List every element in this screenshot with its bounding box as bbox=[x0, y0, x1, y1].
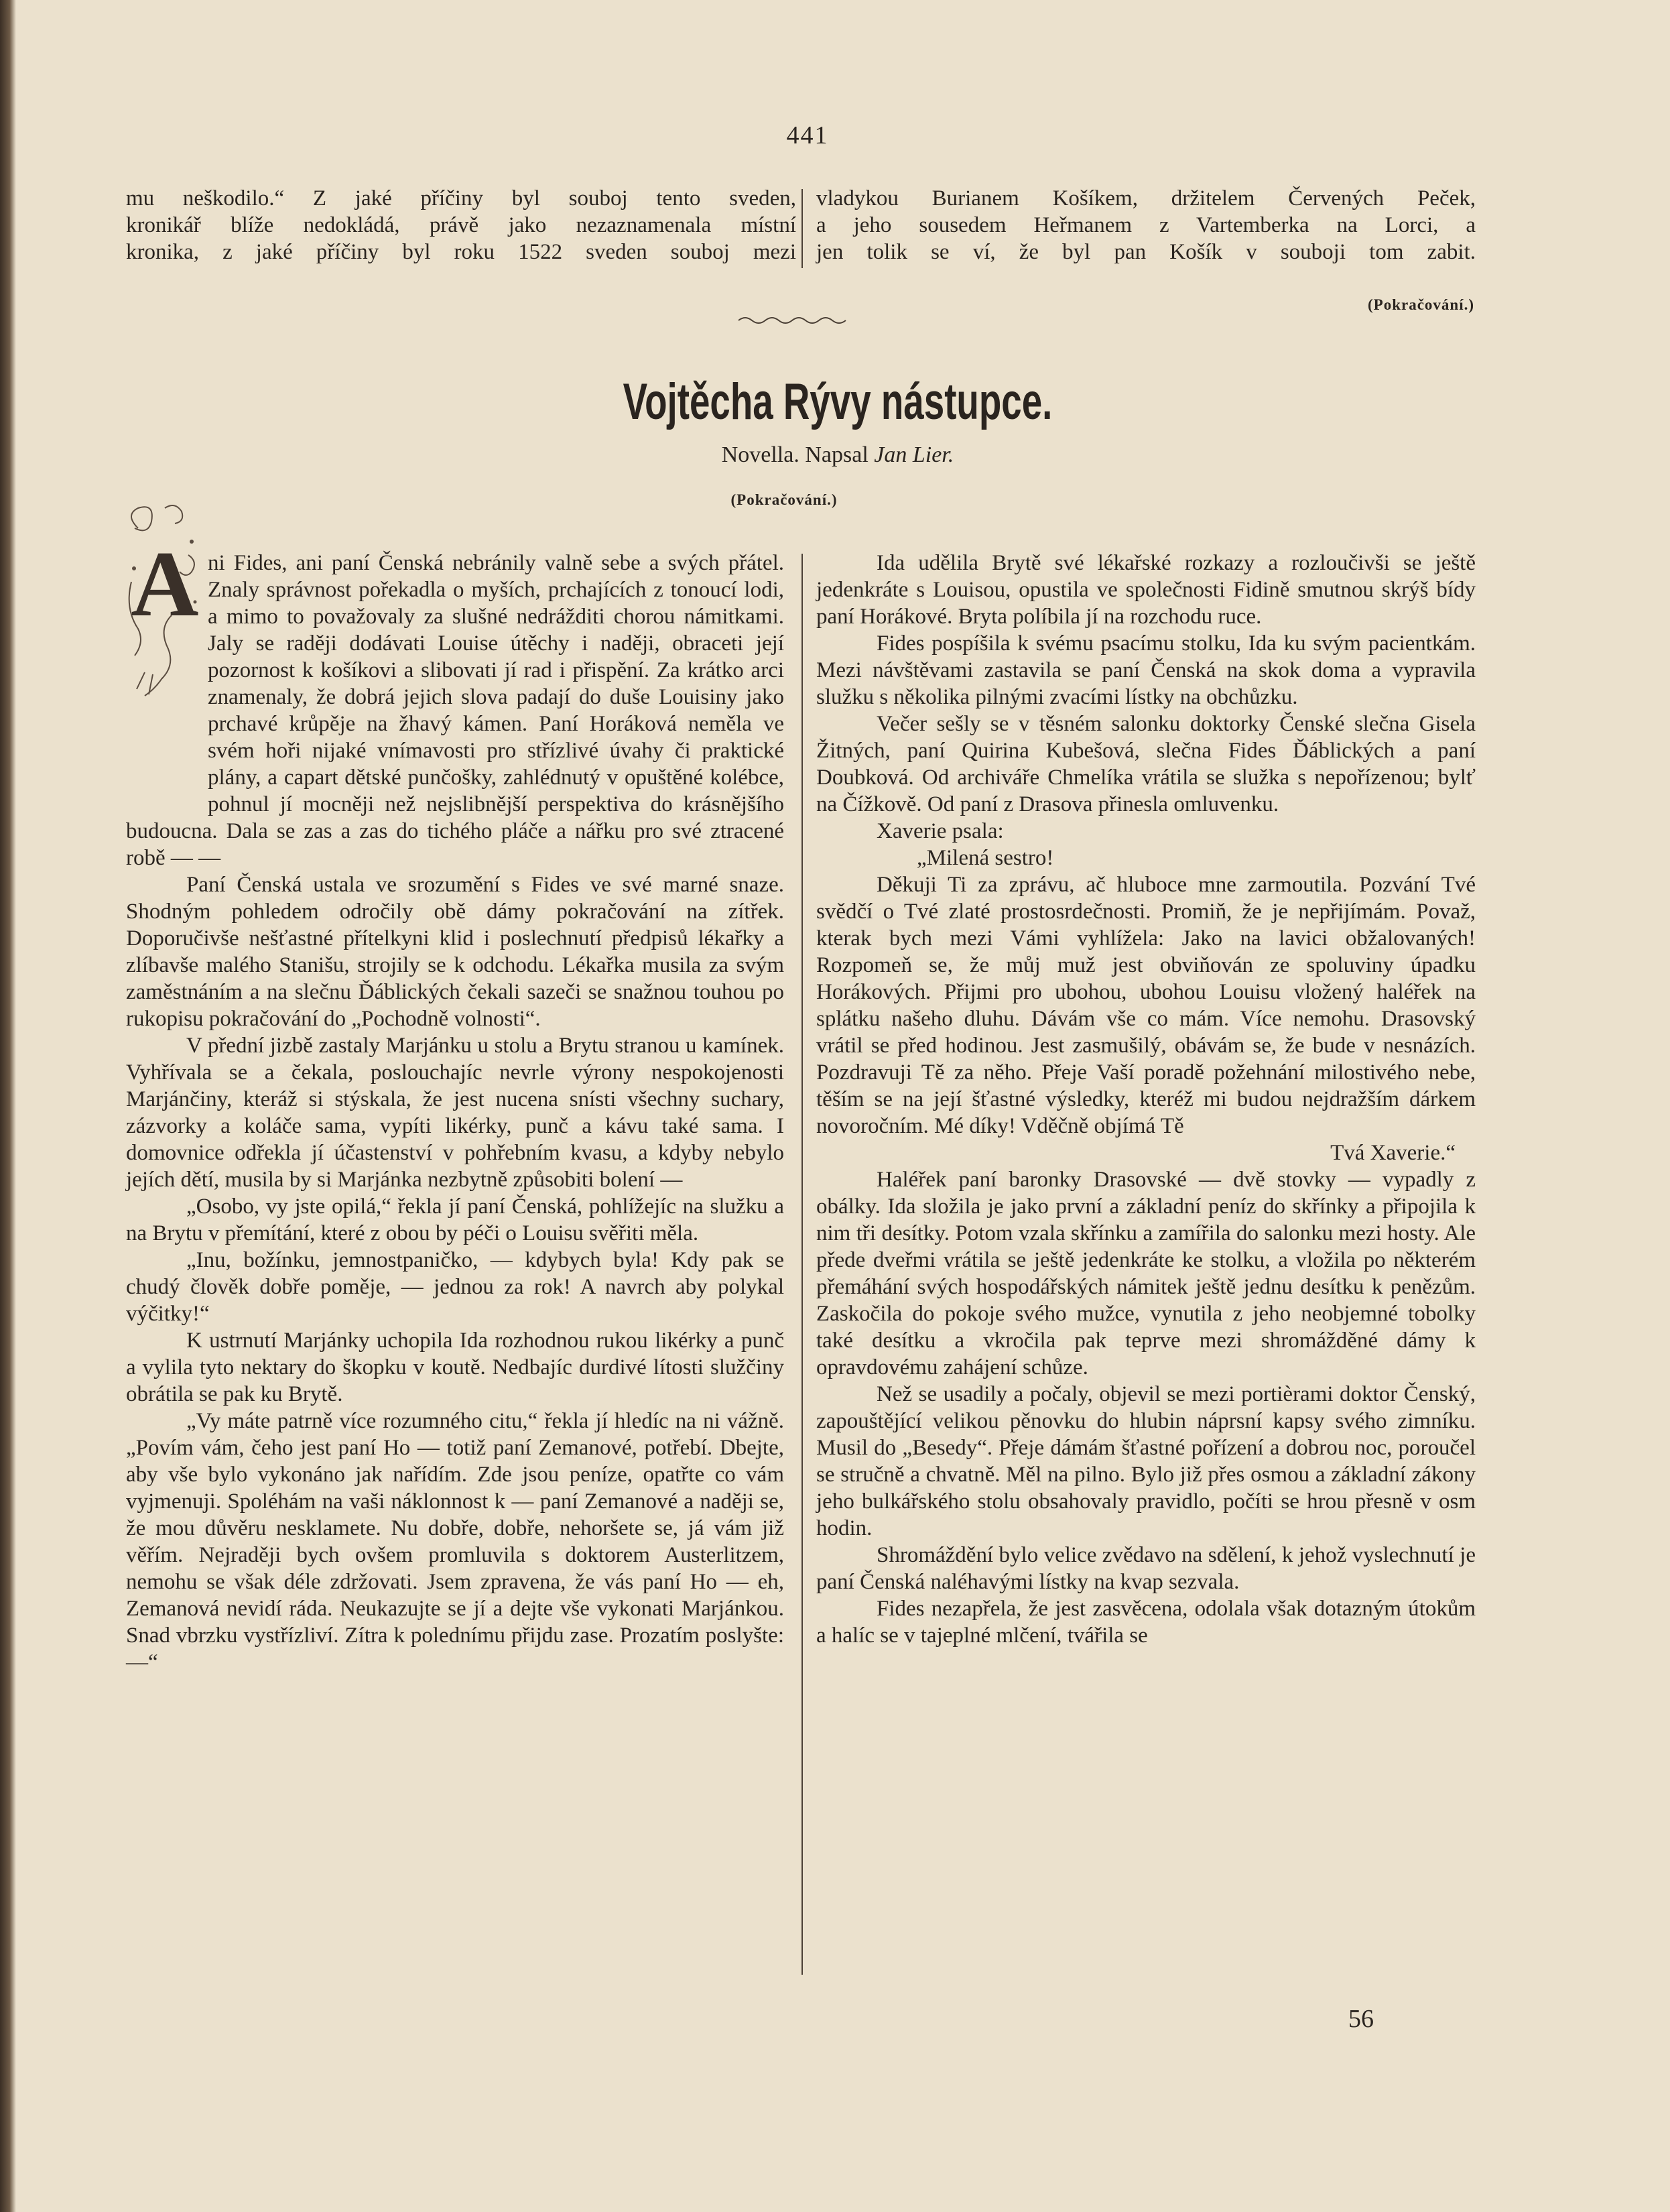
subtitle-prefix: Novella. Napsal bbox=[721, 442, 869, 467]
signature-mark: 56 bbox=[1348, 2005, 1374, 2033]
paragraph: „Vy máte patrně více rozumného citu,“ řekla jí hledíc na ni vážně. „Povím vám, čeho jest paní Ho — totiž paní Zemanové, potřebí. Dbejte, aby vše bylo vykonáno jak nařídím. Zde jsou peníze, opatřte co vám vyjmenuji. Spoléhám na vaši náklonnost k — paní Zemanové a naději se, že mou důvěru nesklamete. Nu dobře, dobře, nehoršete se, já vám již věřím. Nejraději bych ovšem promluvila s doktorem Austerlitzem, nemohu se však déle zdržovati. Jsem zpravena, že vás paní Ho — eh, Zemanová nevidí ráda. Neukazujte se jí a dejte vše vykonati Marjánkou. Snad vbrzku vystřízliví. Zítra k polednímu přijdu zase. Prozatím poslyšte: —“ bbox=[126, 1409, 784, 1674]
prev-left-line: kronika, z jaké příčiny byl roku 1522 sveden souboj mezi bbox=[126, 240, 796, 264]
paragraph: Paní Čenská ustala ve srozumění s Fides ve své marné snaze. Shodným pohledem odročily obě dámy pokračování na zítřek. Doporučivše nešťastné přítelkyni klid i poslechnutí předpisů lékařky a zlíbavše malého Stanišu, strojily se k odchodu. Lékařka musila za svým zaměstnáním a na slečnu Ďáblických čekali sazeči se snažnou touhou po rukopisu pokračování do „Pochodně volnosti“. bbox=[126, 873, 784, 1031]
page-number: 441 bbox=[786, 121, 829, 149]
continuation-note-story: (Pokračování.) bbox=[730, 491, 838, 508]
prev-left-line: kronikář blíže nedokládá, právě jako nezaznamenala místní bbox=[126, 213, 796, 237]
paragraph: Fides pospíšila k svému psacímu stolku, Ida ku svým pacientkám. Mezi návštěvami zastavila se paní Čenská na skok doma a vypravila služku s několika pilnými zvacími lístky na obchůzku. bbox=[816, 631, 1476, 709]
prev-right-line: jen tolik se ví, že byl pan Košík v souboji tom zabit. bbox=[816, 240, 1476, 264]
paragraph: „Osobo, vy jste opilá,“ řekla jí paní Čenská, pohlížejíc na služku a na Brytu v přemítání, které z obou by péči o Louisu svěřiti měla. bbox=[126, 1194, 784, 1245]
wavy-line-icon bbox=[737, 314, 851, 327]
paragraph: Fides nezapřela, že jest zasvěcena, odolala však dotazným útokům a halíc se v tajeplné mlčení, tvářila se bbox=[816, 1597, 1476, 1648]
continuation-note-previous: (Pokračování.) bbox=[1367, 296, 1474, 313]
prev-right-line: vladykou Burianem Košíkem, držitelem Červených Peček, bbox=[816, 186, 1476, 210]
paragraph: Shromáždění bylo velice zvědavo na sdělení, k jehož vyslechnutí je paní Čenská naléhavými lístky na kvap sezvala. bbox=[816, 1543, 1476, 1594]
letter-salutation: „Milená sestro! bbox=[917, 846, 1054, 870]
drop-cap-letter: A bbox=[131, 532, 199, 636]
page-binding-edge bbox=[0, 0, 16, 2212]
letter-body: Děkuji Ti za zprávu, ač hluboce mne zarmoutila. Pozvání Tvé svědčí o Tvé zlaté prostosrdečnosti. Promiň, že je nepřijímám. Považ, kterak bych mezi Vámi vyhlížela: Jako na lavici obžalovaných! Rozpomeň se, že můj muž jest obviňován ze spoluviny úpadku Horákových. Přijmi pro ubohou, ubohou Louisu vložený haléřek na splátku našeho dluhu. Dávám vše co mám. Více nemohu. Drasovský vrátil se před hodinou. Jest zasmušilý, obávám se, že bude v nesnázích. Pozdravuji Tě za něho. Přeje Vaší poradě požehnání milostivého nebe, těším se na její šťastné výsledky, kteréž mi budou nejdražším dárkem novoročním. Mé díky! Vděčně objímá Tě bbox=[816, 873, 1476, 1138]
paragraph: „Inu, božínku, jemnostpaničko, — kdybych byla! Kdy pak se chudý člověk dobře poměje, — jednou za rok! A navrch aby polykal výčitky!“ bbox=[126, 1248, 784, 1326]
prev-right-line: a jeho sousedem Heřmanem z Vartemberka na Lorci, a bbox=[816, 213, 1476, 237]
right-text-column bbox=[816, 550, 1476, 1649]
paragraph-first bbox=[126, 550, 784, 871]
author-name: Jan Lier. bbox=[874, 442, 954, 467]
column-rule-main bbox=[801, 554, 803, 1975]
paragraph: Večer sešly se v těsném salonku doktorky Čenské slečna Gisela Žitných, paní Quirina Kubešová, slečna Fides Ďáblických a paní Doubková. Od archiváře Chmelíka vrátila se služka s nepořízenou; bylť na Čížkově. Od paní z Drasova přinesla omluvenku. bbox=[816, 712, 1476, 816]
paragraph: K ustrnutí Marjánky uchopila Ida rozhodnou rukou likérky a punč a vylila tyto nektary do škopku v koutě. Nedbajíc durdivé lítosti služčiny obrátila se pak ku Brytě. bbox=[126, 1329, 784, 1406]
column-rule-top bbox=[801, 189, 803, 268]
letter-signature: Tvá Xaverie.“ bbox=[1330, 1141, 1456, 1165]
paragraph: Ida udělila Brytě své lékařské rozkazy a rozloučivši se ještě jedenkráte s Louisou, opustila ve společnosti Fidině smutnou skrýš bídy paní Horákové. Bryta políbila jí na rozchodu ruce. bbox=[816, 551, 1476, 629]
paragraph: Xaverie psala: bbox=[877, 819, 1004, 843]
paragraph: V přední jizbě zastaly Marjánku u stolu a Brytu stranou u kamínek. Vyhřívala se a čekala, poslouchajíc nevrle výrony nespokojenosti Marjánčiny, kteráž si stýskala, že jest nucena snísti všechny suchary, zázvorky a koláče sama, vypíti likérky, punč a kávu také sama. I domovnice odřekla jí účastenství v pohřebním kvasu, a kdyby nebylo jejích dětí, musila by si Marjánka nezbytně způsobiti bolení — bbox=[126, 1034, 784, 1192]
story-subtitle bbox=[536, 442, 1139, 468]
first-paragraph-text: ni Fides, ani paní Čenská nebránily valně sebe a svých přátel. Znaly správnost pořekadla o myších, prchajících z tonoucí lodi, a mimo to považovaly za slušné nedrážditi chorou námitkami. Jaly se raději dodávati Louise útěchy i naději, obraceti její pozornost k košíkovi a slibovati jí rad i přispění. Za krátko arci znamenaly, že dobrá jejich slova padají do duše Louisiny jako prchavé krůpěje na žhavý kámen. Paní Horáková neměla ve svém hoři nijaké vnímavosti pro střízlivé úvahy či praktické plány, a capart dětské punčošky, zahlédnutý v opuštěné kolébce, pohnul jí mocněji než nejslibnější perspektiva do krásnějšího budoucna. Dala se zas a zas do tichého pláče a nářku pro své ztracené robě — — bbox=[126, 551, 784, 870]
left-text-column bbox=[126, 550, 784, 1676]
prev-left-line: mu neškodilo.“ Z jaké příčiny byl souboj tento sveden, bbox=[126, 186, 796, 210]
previous-article-right bbox=[816, 185, 1476, 265]
previous-article-left bbox=[126, 185, 796, 265]
paragraph: Než se usadily a počaly, objevil se mezi portièrami doktor Čenský, zapouštějící velikou pěnovku do hlubin náprsní kapsy svého zimníku. Musil do „Besedy“. Přeje dámám šťastné pořízení a dobrou noc, poroučel se stručně a chvatně. Měl na pilno. Bylo již přes osmou a základní zákony jeho bulkářského stolu obsahovaly pravidlo, počíti se hrou přesně v osm hodin. bbox=[816, 1382, 1476, 1540]
paragraph: Haléřek paní baronky Drasovské — dvě stovky — vypadly z obálky. Ida složila je jako první a základní peníz do skřínky a připojila k nim tři desítky. Potom vzala skřínku a zamířila do salonku mezi hosty. Ale přede dveřmi vrátila se ještě jedenkráte ke stolku, a vložila po některém přemáhání svých hospodářských námitek ještě jednu desítku k penězům. Zaskočila do pokoje svého mužce, vynutila z jeho neobjemné tobolky také desítku a vkročila pak teprve mezi shromážděné dámy k opravdovému zahájení schůze. bbox=[816, 1168, 1476, 1379]
story-title: Vojtěcha Rývy nástupce. bbox=[623, 373, 1053, 430]
